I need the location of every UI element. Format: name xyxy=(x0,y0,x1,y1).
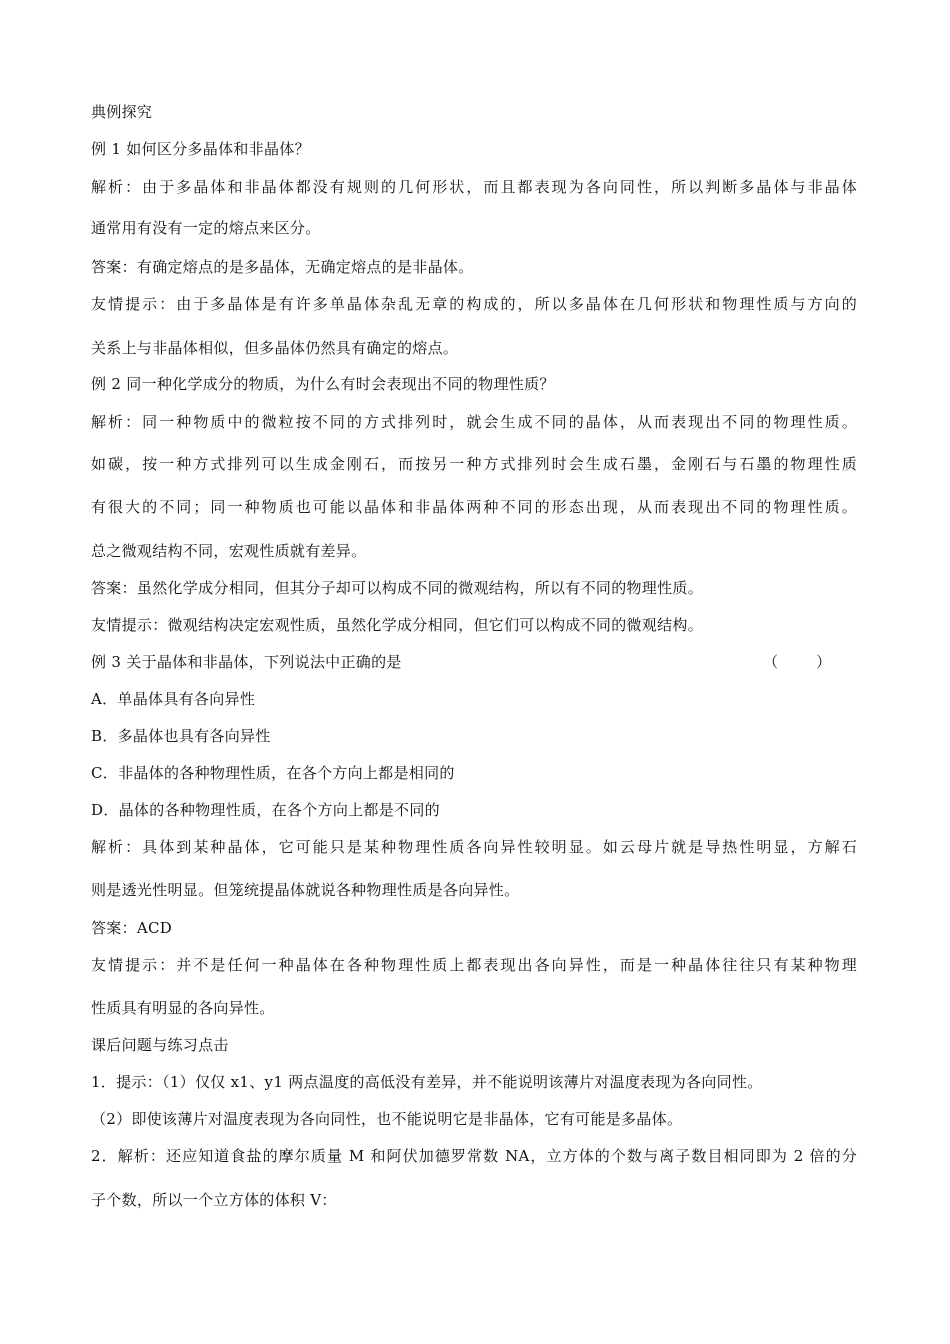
example-3-question: 例 3 关于晶体和非晶体，下列说法中正确的是 xyxy=(91,653,402,671)
example-3-analysis-line-1: 解析：具体到某种晶体，它可能只是某种物理性质各向异性较明显。如云母片就是导热性明显，方解石 xyxy=(91,838,857,856)
exercise-2-line-1: 2．解析：还应知道食盐的摩尔质量 M 和阿伏加德罗常数 NA，立方体的个数与离子数目相同即为 2 倍的分 xyxy=(91,1147,857,1165)
example-3-analysis-line-2: 则是透光性明显。但笼统提晶体就说各种物理性质是各向异性。 xyxy=(91,881,520,899)
option-d: D．晶体的各种物理性质，在各个方向上都是不同的 xyxy=(91,801,440,819)
example-1-answer: 答案：有确定熔点的是多晶体，无确定熔点的是非晶体。 xyxy=(91,258,474,276)
section-heading-examples: 典例探究 xyxy=(91,103,153,121)
option-c: C．非晶体的各种物理性质，在各个方向上都是相同的 xyxy=(91,764,455,782)
option-a: A．单晶体具有各向异性 xyxy=(91,690,256,708)
example-1-tip-line-2: 关系上与非晶体相似，但多晶体仍然具有确定的熔点。 xyxy=(91,339,459,357)
example-2-analysis-line-1: 解析：同一种物质中的微粒按不同的方式排列时，就会生成不同的晶体，从而表现出不同的物理性质。 xyxy=(91,413,857,431)
example-1-question: 例 1 如何区分多晶体和非晶体？ xyxy=(91,140,310,158)
example-2-answer: 答案：虽然化学成分相同，但其分子却可以构成不同的微观结构，所以有不同的物理性质。 xyxy=(91,579,704,597)
example-1-tip-line-1: 友情提示：由于多晶体是有许多单晶体杂乱无章的构成的，所以多晶体在几何形状和物理性质与方向的 xyxy=(91,295,857,313)
example-3-answer: 答案：ACD xyxy=(91,919,173,937)
exercise-1-line-2: （2）即使该薄片对温度表现为各向同性，也不能说明它是非晶体，它有可能是多晶体。 xyxy=(91,1110,683,1128)
example-2-tip: 友情提示：微观结构决定宏观性质，虽然化学成分相同，但它们可以构成不同的微观结构。 xyxy=(91,616,704,634)
example-3-tip-line-1: 友情提示：并不是任何一种晶体在各种物理性质上都表现出各向异性，而是一种晶体往往只有某种物理 xyxy=(91,956,857,974)
answer-bracket: （ ） xyxy=(763,653,832,671)
option-b: B．多晶体也具有各向异性 xyxy=(91,727,271,745)
example-2-analysis-line-2: 如碳，按一种方式排列可以生成金刚石，而按另一种方式排列时会生成石墨，金刚石与石墨的物理性质 xyxy=(91,455,857,473)
exercise-1-line-1: 1．提示：（1）仅仅 x1、y1 两点温度的高低没有差异，并不能说明该薄片对温度表现为各向同性。 xyxy=(91,1073,763,1091)
example-2-analysis-line-3: 有很大的不同；同一种物质也可能以晶体和非晶体两种不同的形态出现，从而表现出不同的物理性质。 xyxy=(91,498,857,516)
example-2-analysis-line-4: 总之微观结构不同，宏观性质就有差异。 xyxy=(91,542,367,560)
example-1-analysis-line-1: 解析：由于多晶体和非晶体都没有规则的几何形状，而且都表现为各向同性，所以判断多晶体与非晶体 xyxy=(91,178,857,196)
exercise-2-line-2: 子个数，所以一个立方体的体积 V： xyxy=(91,1191,337,1209)
example-1-analysis-line-2: 通常用有没有一定的熔点来区分。 xyxy=(91,219,321,237)
example-2-question: 例 2 同一种化学成分的物质，为什么有时会表现出不同的物理性质？ xyxy=(91,375,555,393)
section-heading-exercises: 课后问题与练习点击 xyxy=(91,1036,229,1054)
example-3-tip-line-2: 性质具有明显的各向异性。 xyxy=(91,999,275,1017)
